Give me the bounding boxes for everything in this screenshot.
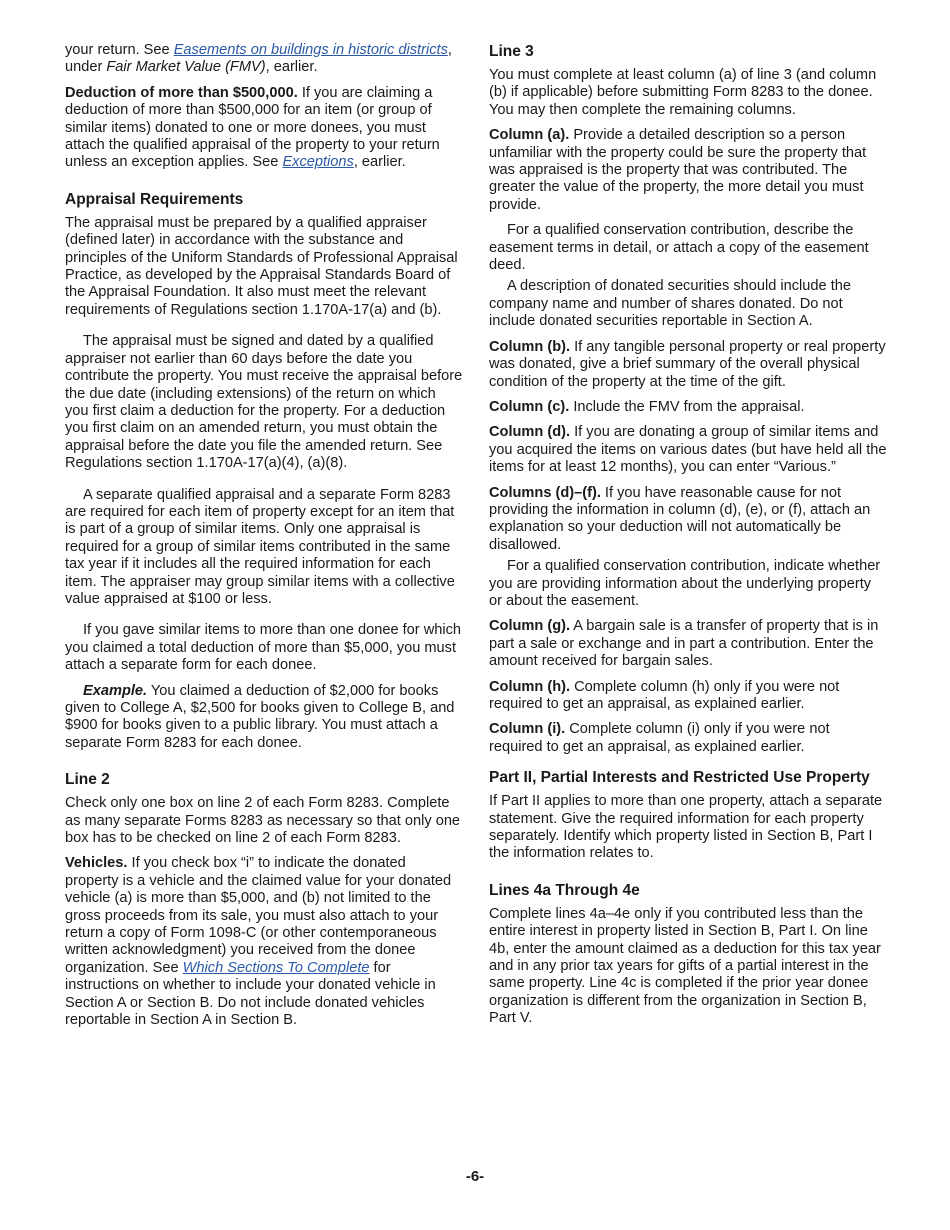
text: You claimed a deduction of $2,000 for books given to College A, $2,500 for books given to College B, and $900 for books given to a public library. You must attach a separate Form 8283 for each donee. xyxy=(65,682,455,751)
text: A bargain sale is a transfer of property that is in part a sale or exchange and in part a contribution. Enter the amount received for bargain sales. xyxy=(489,618,879,670)
paragraph-appraisal-signed: The appraisal must be signed and dated by a qualified appraiser not earlier than 60 days before the date you contribute the property. You must receive the appraisal before the due date (including extensions) of the return on which you first claim a deduction for the property. For a deduction you first claim on an amended return, you must obtain the appraisal before the date you file the amended return. See Regulations section 1.170A-17(a)(4), (a)(8). xyxy=(65,333,463,472)
paragraph-similar-items: If you gave similar items to more than one donee for which you claimed a total deduction of more than $5,000, you must attach a separate form for each donee. xyxy=(65,622,462,674)
text: your return. See xyxy=(65,42,174,58)
paragraph-part-ii: If Part II applies to more than one property, attach a separate statement. Give the required information for each property separately. Identify which property listed in Section B, Part I the information relates to. xyxy=(489,793,883,862)
text: , earlier. xyxy=(265,59,318,76)
text: Include the FMV from the appraisal. xyxy=(569,398,805,415)
paragraph-securities: A description of donated securities should include the company name and number of shares donated. Do not include donated securities reportable in Section A. xyxy=(489,278,851,330)
lead-column-b: Column (b). xyxy=(489,338,571,355)
lead-vehicles: Vehicles. xyxy=(65,855,128,872)
paragraph-column-h xyxy=(489,679,887,714)
link-exceptions[interactable]: Exceptions xyxy=(282,154,354,171)
text: , under xyxy=(65,42,452,76)
paragraph-vehicles xyxy=(65,855,463,1029)
lead-example: Example. xyxy=(83,682,148,699)
text: If you check box “i” to indicate the donated property is a vehicle and the claimed value for your donated vehicle (a) is more than $5,000, and (b) not limited to the gross proceeds from its sale, you must also attach to your return a copy of Form 1098-C (or other contemporaneous written acknowledgment) you received from the donee organization. See xyxy=(65,855,452,976)
text: If you have reasonable cause for not providing the information in column (d), (e), or (f), attach an explanation so your deduction will not automatically be disallowed. xyxy=(489,484,871,553)
heading-lines-4a-4e: Lines 4a Through 4e xyxy=(489,881,640,899)
lead-column-h: Column (h). xyxy=(489,678,571,695)
text: Provide a detailed description so a person unfamiliar with the property could be sure the property that was appraised is the property that was contributed. The greater the value of the property, the more detail you must provide. xyxy=(489,127,867,213)
heading-appraisal-requirements: Appraisal Requirements xyxy=(65,190,244,208)
lead-column-d: Column (d). xyxy=(489,424,571,441)
link-which-sections-to-complete[interactable]: Which Sections To Complete xyxy=(182,959,370,976)
paragraph-lines-4a-4e: Complete lines 4a–4e only if you contributed less than the entire interest in property listed in Section B, Part I. On line 4b, enter the amount claimed as a deduction for this tax year and in any prior tax years for gifts of a partial interest in the same property. Line 4c is completed if the prior year donee organization is different from the organization in Section B, Part V. xyxy=(489,905,881,1027)
heading-line-2: Line 2 xyxy=(65,771,110,789)
lead-columns-d-f: Columns (d)–(f). xyxy=(489,484,601,501)
paragraph-appraisal-prepared: The appraisal must be prepared by a qualified appraiser (defined later) in accordance with the substance and principles of the Uniform Standards of Professional Appraisal Practice, as developed by the Appraisal Standards Board of the Appraisal Foundation. It also must meet the relevant requirements of Regulations section 1.170A-17(a) and (b). xyxy=(65,214,458,318)
lead-column-g: Column (g). xyxy=(489,618,571,635)
text: Complete column (i) only if you were not required to get an appraisal, as explained earlier. xyxy=(489,721,830,755)
paragraph-column-i xyxy=(489,721,887,756)
left-column xyxy=(65,42,463,1038)
lead-column-c: Column (c). xyxy=(489,398,570,415)
text: for instructions on whether to include your donated vehicle in Section A or Section B. Do not include donated vehicles reportable in Section A in Section B. xyxy=(65,959,436,1029)
paragraph-column-c xyxy=(489,399,887,416)
paragraph-column-a xyxy=(489,127,887,214)
paragraph-column-d xyxy=(489,424,887,476)
heading-line-3: Line 3 xyxy=(489,43,534,60)
paragraph-line-2: Check only one box on line 2 of each Form 8283. Complete as many separate Forms 8283 as necessary so that only one box has to be checked on line 2 of each Form 8283. xyxy=(65,795,461,847)
page-number: -6- xyxy=(465,1168,485,1185)
text: If you are donating a group of similar items and you acquired the items on various dates (but have held all the items for at least 12 months), you can enter “Various.” xyxy=(489,424,887,476)
paragraph-conservation-indicate: For a qualified conservation contribution, indicate whether you are providing information about the underlying property or about the easement. xyxy=(489,558,881,609)
paragraph-deduction-500k xyxy=(65,85,463,172)
lead-column-i: Column (i). xyxy=(489,721,566,738)
paragraph-column-g xyxy=(489,618,887,670)
italic-fmv: Fair Market Value (FMV) xyxy=(106,59,266,76)
paragraph-easements xyxy=(65,42,463,77)
paragraph-example xyxy=(65,683,463,753)
right-column xyxy=(489,42,887,1036)
link-easements-historic-districts[interactable]: Easements on buildings in historic districts xyxy=(173,42,448,58)
lead-column-a: Column (a). xyxy=(489,127,570,144)
text: If you are claiming a deduction of more than $500,000 for an item (or group of similar items) donated to one or more donees, you must attach the qualified appraisal of the property to your return unless an exception applies. See xyxy=(65,84,440,171)
heading-part-ii: Part II, Partial Interests and Restricted Use Property xyxy=(489,769,870,787)
paragraph-conservation-easement: For a qualified conservation contribution, describe the easement terms in detail, or attach a copy of the easement deed. xyxy=(489,222,869,274)
paragraph-columns-d-f xyxy=(489,485,887,555)
text: If any tangible personal property or real property was donated, give a brief summary of the overall physical condition of the property at the time of the gift. xyxy=(489,338,886,390)
paragraph-separate-appraisal: A separate qualified appraisal and a separate Form 8283 are required for each item of property except for an item that is part of a group of similar items. Only one appraisal is required for a group of similar items contributed in the same tax year if it includes all the required information for each item. The appraiser may group similar items with a collective value appraised at $100 or less. xyxy=(65,486,455,607)
lead-deduction-500k: Deduction of more than $500,000. xyxy=(65,84,298,101)
paragraph-line-3: You must complete at least column (a) of line 3 (and column (b) if applicable) before submitting Form 8283 to the donee. You may then complete the remaining columns. xyxy=(489,67,877,118)
paragraph-column-b xyxy=(489,339,887,391)
text: , earlier. xyxy=(353,154,406,171)
text: Complete column (h) only if you were not required to get an appraisal, as explained earlier. xyxy=(489,678,840,712)
